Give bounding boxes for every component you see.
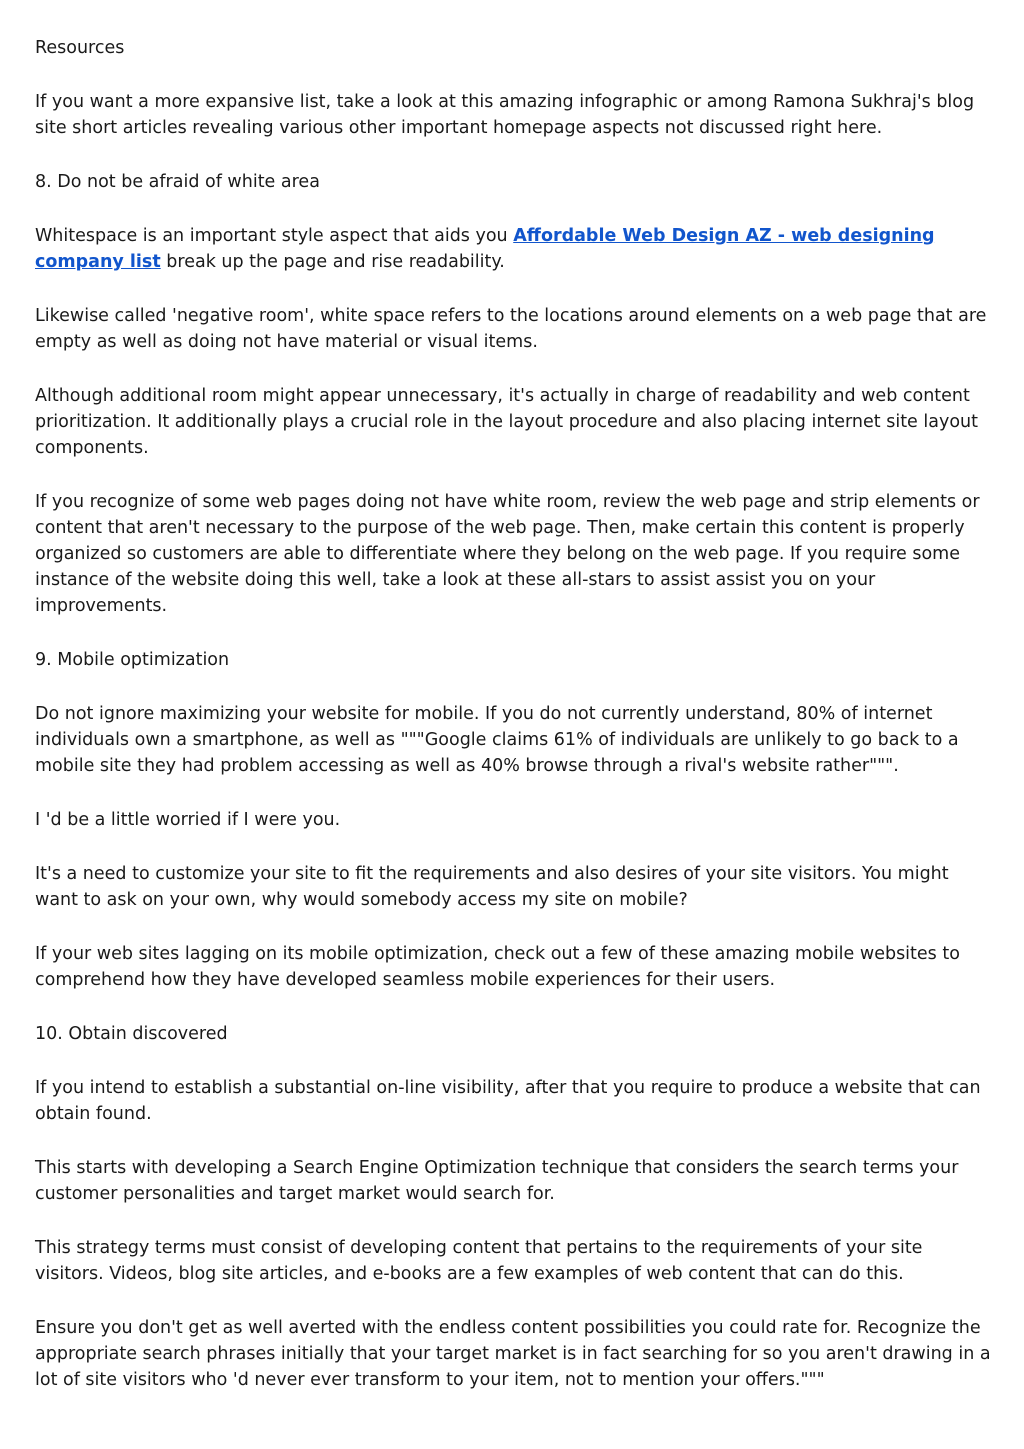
document-body: [35, 35, 991, 1421]
paragraph-seo-technique: This starts with developing a Search Engine Optimization technique that considers the search terms your customer personalities and target market would search for.: [35, 1158, 959, 1204]
paragraph-online-visibility: If you intend to establish a substantial on-line visibility, after that you require to produce a website that can obtain found.: [35, 1078, 981, 1124]
paragraph-strategy-terms: This strategy terms must consist of developing content that pertains to the requirements of your site visitors. Videos, blog site articles, and e-books are a few examples of web content that can do this.: [35, 1238, 923, 1284]
paragraph-recognize-pages: If you recognize of some web pages doing not have white room, review the web page and strip elements or content that aren't necessary to the purpose of the web page. Then, make certain this content is properly organized so customers are able to differentiate where they belong on the web page. If you require some instance of the website doing this well, take a look at these all-stars to assist assist you on your improvements.: [35, 492, 980, 616]
heading-obtain-discovered: 10. Obtain discovered: [35, 1024, 228, 1044]
paragraph-expansive-list: If you want a more expansive list, take a look at this amazing infographic or among Ramona Sukhraj's blog site short articles revealing various other important homepage aspects not discussed right here.: [35, 92, 975, 138]
paragraph-worried: I 'd be a little worried if I were you.: [35, 810, 341, 830]
section-label-resources: Resources: [35, 38, 125, 58]
paragraph-whitespace-tail: break up the page and rise readability.: [160, 252, 505, 272]
heading-mobile-optimization: 9. Mobile optimization: [35, 650, 230, 670]
paragraph-whitespace-lead: Whitespace is an important style aspect that aids you: [35, 226, 514, 246]
affordable-web-design-link[interactable]: Affordable Web Design AZ - web designing company list: [35, 226, 935, 272]
heading-white-area: 8. Do not be afraid of white area: [35, 172, 320, 192]
paragraph-customize-site: It's a need to customize your site to fit the requirements and also desires of your site visitors. You might want to ask on your own, why would somebody access my site on mobile?: [35, 864, 949, 910]
paragraph-negative-room: Likewise called 'negative room', white space refers to the locations around elements on a web page that are empty as well as doing not have material or visual items.: [35, 306, 987, 352]
paragraph-additional-room: Although additional room might appear unnecessary, it's actually in charge of readability and web content prioritization. It additionally plays a crucial role in the layout procedure and also placing internet site layout components.: [35, 386, 978, 458]
paragraph-content-possibilities: Ensure you don't get as well averted with the endless content possibilities you could rate for. Recognize the appropriate search phrases initially that your target market is in fact searching for so you aren't drawing in a lot of site visitors who 'd never ever transform to your item, not to mention your offers.""": [35, 1318, 991, 1390]
paragraph-whitespace: [35, 223, 991, 275]
paragraph-mobile-lagging: If your web sites lagging on its mobile optimization, check out a few of these amazing mobile websites to comprehend how they have developed seamless mobile experiences for their users.: [35, 944, 960, 990]
paragraph-mobile-stats: Do not ignore maximizing your website for mobile. If you do not currently understand, 80% of internet individuals own a smartphone, as well as """Google claims 61% of individuals are unlikely to go back to a mobile site they had problem accessing as well as 40% browse through a rival's website rather""".: [35, 704, 959, 776]
